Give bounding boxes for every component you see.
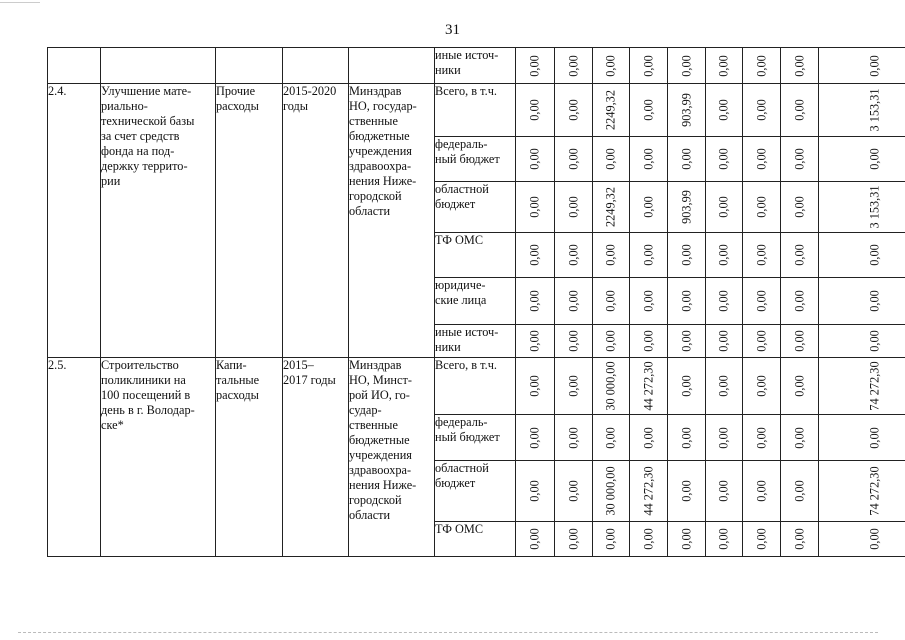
item-name: Строительство поликлиники на 100 посещений в день в г. Володар- ске* — [101, 358, 216, 557]
value-text: 0,00 — [754, 99, 768, 121]
value-cell — [781, 84, 819, 137]
expense-type: Капи- тальные расходы — [216, 358, 283, 557]
value-cell — [706, 461, 743, 522]
value-text: 0,00 — [792, 290, 806, 312]
value-cell — [516, 358, 555, 415]
value-cell — [706, 325, 743, 358]
value-text: 0,00 — [716, 290, 731, 312]
value-cell — [630, 182, 668, 233]
value-text: 0,00 — [867, 244, 881, 266]
value-text: 2249,32 — [603, 90, 618, 130]
value-text: 0,00 — [566, 244, 580, 266]
value-cell — [516, 415, 555, 461]
value-cell — [630, 137, 668, 182]
value-cell — [819, 233, 905, 278]
value-text: 0,00 — [566, 330, 580, 352]
value-text: 30 000,00 — [603, 466, 618, 516]
scan-footer-line — [18, 632, 878, 633]
value-cell — [593, 233, 630, 278]
value-cell — [706, 137, 743, 182]
value-text: 0,00 — [527, 244, 542, 266]
item-name: Улучшение мате- риально- технической базы за счет средств фонда на под- держку террито- рии — [101, 84, 216, 358]
value-text: 30 000,00 — [603, 361, 618, 411]
value-text: 0,00 — [716, 426, 731, 449]
source-cell: федераль- ный бюджет — [435, 137, 516, 182]
value-cell — [668, 461, 706, 522]
value-cell — [630, 358, 668, 415]
source-cell: областной бюджет — [435, 182, 516, 233]
value-cell — [706, 278, 743, 325]
value-cell — [781, 48, 819, 84]
value-text: 0,00 — [527, 54, 542, 77]
value-text: 0,00 — [679, 426, 693, 449]
value-cell — [819, 137, 905, 182]
value-text: 0,00 — [679, 244, 693, 266]
value-cell — [593, 461, 630, 522]
value-text: 0,00 — [754, 148, 768, 170]
value-cell — [555, 182, 593, 233]
value-text: 0,00 — [566, 196, 580, 218]
value-cell — [593, 84, 630, 137]
item-number: 2.5. — [48, 358, 101, 557]
value-text: 903,99 — [679, 190, 693, 224]
value-cell — [706, 48, 743, 84]
value-cell — [593, 522, 630, 557]
value-text: 0,00 — [792, 426, 806, 449]
value-cell — [706, 84, 743, 137]
value-text: 0,00 — [754, 528, 768, 550]
value-cell — [668, 182, 706, 233]
value-text: 0,00 — [792, 148, 806, 170]
source-cell: Всего, в т.ч. — [435, 358, 516, 415]
value-text: 0,00 — [792, 330, 806, 352]
value-text: 0,00 — [641, 426, 655, 449]
value-text: 0,00 — [527, 330, 542, 352]
value-text: 0,00 — [527, 375, 542, 397]
value-cell — [516, 278, 555, 325]
value-text: 0,00 — [641, 528, 655, 550]
source-cell: иные источ- ники — [435, 48, 516, 84]
value-cell — [668, 325, 706, 358]
value-text: 0,00 — [603, 148, 618, 170]
value-cell — [743, 233, 781, 278]
value-text: 0,00 — [679, 54, 693, 77]
value-text: 0,00 — [867, 54, 881, 77]
value-cell — [630, 415, 668, 461]
value-text: 0,00 — [716, 196, 731, 218]
value-cell — [593, 325, 630, 358]
value-text: 0,00 — [754, 244, 768, 266]
value-text: 0,00 — [792, 375, 806, 397]
value-cell — [593, 415, 630, 461]
value-text: 0,00 — [527, 528, 542, 550]
value-text: 0,00 — [716, 244, 731, 266]
value-text: 0,00 — [867, 148, 881, 170]
value-text: 0,00 — [867, 290, 881, 312]
value-cell — [668, 358, 706, 415]
value-cell — [668, 48, 706, 84]
value-text: 0,00 — [867, 528, 881, 550]
value-text: 0,00 — [679, 528, 693, 550]
value-cell — [630, 461, 668, 522]
value-cell — [743, 522, 781, 557]
value-cell — [781, 325, 819, 358]
executor-cell-empty — [349, 48, 435, 84]
value-text: 0,00 — [603, 290, 618, 312]
value-text: 903,99 — [679, 93, 693, 127]
value-text: 0,00 — [566, 480, 580, 502]
expense-type: Прочие расходы — [216, 84, 283, 358]
value-cell — [743, 358, 781, 415]
id-cell-empty — [48, 48, 101, 84]
value-cell — [819, 461, 905, 522]
table-row — [48, 48, 905, 84]
value-cell — [516, 325, 555, 358]
period: 2015– 2017 годы — [283, 358, 349, 557]
value-cell — [743, 461, 781, 522]
value-cell — [555, 48, 593, 84]
source-cell: юридиче- ские лица — [435, 278, 516, 325]
value-text: 0,00 — [641, 330, 655, 352]
value-cell — [593, 358, 630, 415]
value-cell — [668, 233, 706, 278]
value-text: 0,00 — [603, 244, 618, 266]
value-cell — [743, 278, 781, 325]
value-text: 0,00 — [641, 244, 655, 266]
value-text: 44 272,30 — [641, 361, 655, 411]
value-cell — [668, 84, 706, 137]
value-cell — [706, 358, 743, 415]
value-cell — [781, 278, 819, 325]
value-cell — [743, 325, 781, 358]
value-text: 0,00 — [754, 426, 768, 449]
value-cell — [743, 182, 781, 233]
value-cell — [593, 48, 630, 84]
value-cell — [630, 325, 668, 358]
value-cell — [781, 182, 819, 233]
value-cell — [516, 84, 555, 137]
value-cell — [781, 137, 819, 182]
value-text: 0,00 — [679, 148, 693, 170]
value-cell — [516, 233, 555, 278]
value-text: 0,00 — [566, 375, 580, 397]
executor: Минздрав НО, государ- ственные бюджетные учреждения здравоохра- нения Ниже- городской области — [349, 84, 435, 358]
value-cell — [781, 415, 819, 461]
value-text: 0,00 — [754, 375, 768, 397]
name-cell-empty — [101, 48, 216, 84]
budget-table — [47, 47, 905, 557]
value-text: 0,00 — [867, 330, 881, 352]
value-text: 0,00 — [641, 54, 655, 77]
value-text: 0,00 — [527, 290, 542, 312]
value-text: 2249,32 — [603, 187, 618, 227]
value-cell — [516, 137, 555, 182]
page-number: 31 — [445, 22, 460, 38]
value-cell — [743, 137, 781, 182]
value-cell — [555, 84, 593, 137]
value-cell — [555, 325, 593, 358]
value-text: 0,00 — [792, 528, 806, 550]
value-cell — [819, 522, 905, 557]
value-cell — [781, 358, 819, 415]
value-text: 0,00 — [566, 290, 580, 312]
value-cell — [706, 522, 743, 557]
value-text: 0,00 — [679, 290, 693, 312]
value-cell — [516, 182, 555, 233]
value-cell — [819, 84, 905, 137]
period: 2015-2020 годы — [283, 84, 349, 358]
value-text: 0,00 — [527, 480, 542, 502]
value-text: 0,00 — [641, 148, 655, 170]
value-text: 0,00 — [566, 528, 580, 550]
value-cell — [630, 233, 668, 278]
value-cell — [668, 278, 706, 325]
value-cell — [630, 48, 668, 84]
value-text: 3 153,31 — [867, 88, 881, 132]
value-cell — [668, 522, 706, 557]
value-text: 0,00 — [679, 330, 693, 352]
value-cell — [555, 461, 593, 522]
value-text: 0,00 — [754, 290, 768, 312]
value-text: 0,00 — [867, 426, 881, 449]
value-text: 0,00 — [527, 426, 542, 449]
value-text: 0,00 — [603, 426, 618, 449]
value-cell — [781, 522, 819, 557]
source-cell: Всего, в т.ч. — [435, 84, 516, 137]
executor: Минздрав НО, Минст- рой ИО, го- судар- ственные бюджетные учреждения здравоохра- нения Ниже- городской области — [349, 358, 435, 557]
value-text: 0,00 — [566, 426, 580, 449]
value-cell — [743, 48, 781, 84]
value-text: 74 272,30 — [867, 466, 881, 516]
value-cell — [555, 137, 593, 182]
value-cell — [555, 358, 593, 415]
value-text: 0,00 — [716, 480, 731, 502]
value-text: 0,00 — [716, 375, 731, 397]
value-text: 0,00 — [716, 528, 731, 550]
value-text: 0,00 — [716, 330, 731, 352]
source-cell: ТФ ОМС — [435, 522, 516, 557]
value-cell — [516, 48, 555, 84]
table-row — [48, 358, 905, 415]
value-cell — [781, 233, 819, 278]
value-cell — [668, 415, 706, 461]
value-cell — [593, 278, 630, 325]
value-cell — [555, 415, 593, 461]
value-text: 0,00 — [679, 375, 693, 397]
value-text: 0,00 — [527, 99, 542, 121]
value-text: 0,00 — [792, 244, 806, 266]
scan-edge-line — [0, 2, 40, 3]
value-cell — [630, 522, 668, 557]
item-number: 2.4. — [48, 84, 101, 358]
value-text: 0,00 — [754, 54, 768, 77]
value-text: 0,00 — [641, 290, 655, 312]
value-text: 0,00 — [716, 99, 731, 121]
value-cell — [555, 278, 593, 325]
value-cell — [630, 84, 668, 137]
value-cell — [593, 137, 630, 182]
value-text: 0,00 — [754, 480, 768, 502]
value-cell — [781, 461, 819, 522]
value-text: 3 153,31 — [867, 185, 881, 229]
value-text: 0,00 — [792, 480, 806, 502]
value-text: 0,00 — [566, 148, 580, 170]
value-text: 0,00 — [566, 54, 580, 77]
value-cell — [743, 415, 781, 461]
value-text: 0,00 — [792, 54, 806, 77]
value-cell — [819, 182, 905, 233]
value-text: 0,00 — [679, 480, 693, 502]
value-cell — [743, 84, 781, 137]
value-text: 0,00 — [716, 148, 731, 170]
value-cell — [819, 48, 905, 84]
value-cell — [555, 522, 593, 557]
value-text: 0,00 — [603, 54, 618, 77]
value-cell — [706, 182, 743, 233]
source-cell: областной бюджет — [435, 461, 516, 522]
value-cell — [819, 415, 905, 461]
source-cell: иные источ- ники — [435, 325, 516, 358]
value-cell — [630, 278, 668, 325]
value-text: 0,00 — [641, 99, 655, 121]
value-text: 0,00 — [566, 99, 580, 121]
value-text: 0,00 — [641, 196, 655, 218]
value-cell — [819, 278, 905, 325]
value-text: 0,00 — [603, 528, 618, 550]
value-cell — [706, 415, 743, 461]
value-text: 0,00 — [716, 54, 731, 77]
value-text: 0,00 — [527, 196, 542, 218]
period-cell-empty — [283, 48, 349, 84]
value-text: 0,00 — [754, 196, 768, 218]
value-text: 44 272,30 — [641, 466, 655, 516]
source-cell: федераль- ный бюджет — [435, 415, 516, 461]
value-cell — [706, 233, 743, 278]
value-text: 0,00 — [792, 99, 806, 121]
table-row — [48, 84, 905, 137]
value-cell — [516, 461, 555, 522]
value-text: 0,00 — [754, 330, 768, 352]
value-text: 0,00 — [603, 330, 618, 352]
value-cell — [819, 358, 905, 415]
value-text: 74 272,30 — [867, 361, 881, 411]
value-cell — [819, 325, 905, 358]
value-text: 0,00 — [792, 196, 806, 218]
value-text: 0,00 — [527, 148, 542, 170]
value-cell — [555, 233, 593, 278]
source-cell: ТФ ОМС — [435, 233, 516, 278]
value-cell — [593, 182, 630, 233]
value-cell — [516, 522, 555, 557]
expense-type-cell-empty — [216, 48, 283, 84]
value-cell — [668, 137, 706, 182]
